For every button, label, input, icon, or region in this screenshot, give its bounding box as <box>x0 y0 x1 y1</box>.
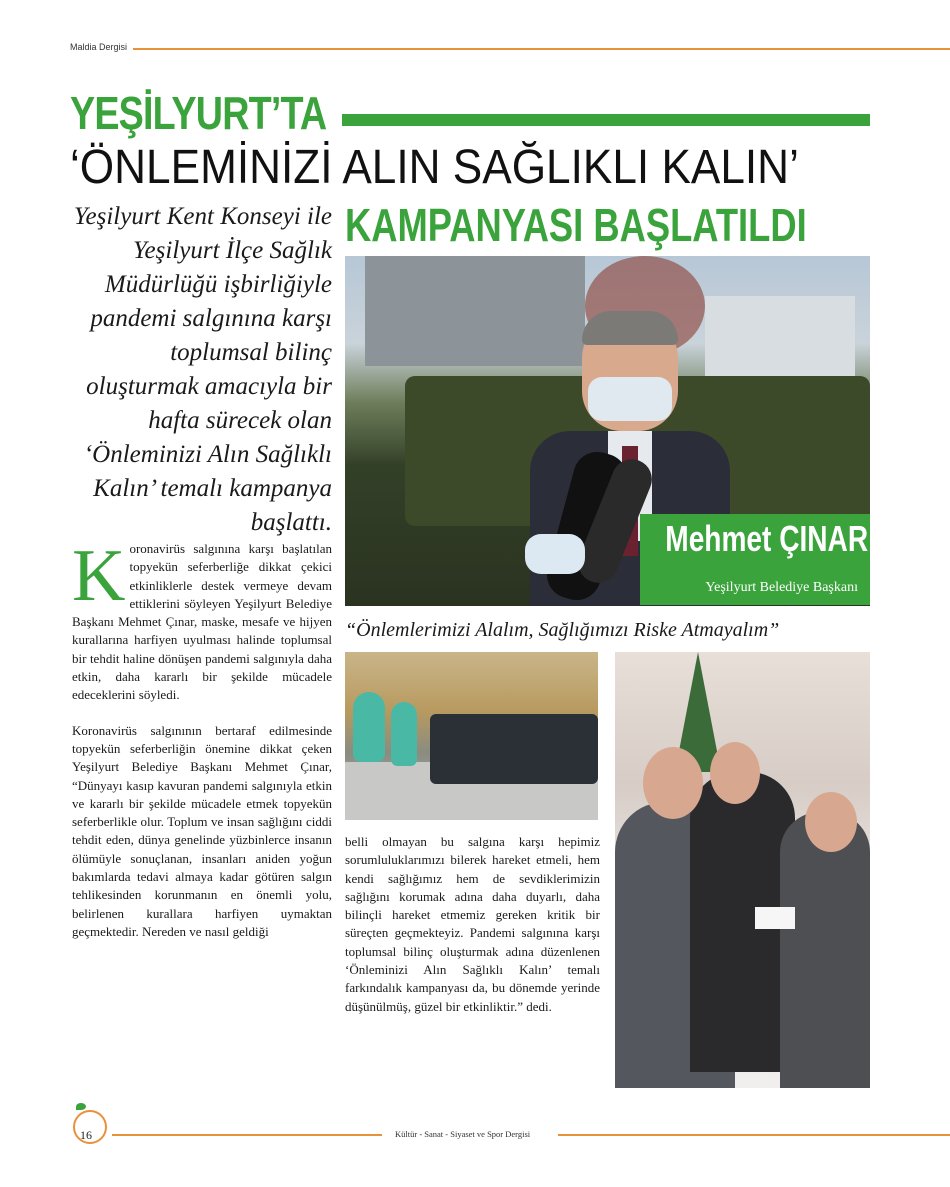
photo-face <box>805 792 857 852</box>
photo-child <box>780 812 870 1088</box>
photo-mayor-with-child <box>615 652 870 1088</box>
page-number: 16 <box>80 1128 92 1142</box>
body-paragraph-2: Koronavirüs salgınının bertaraf edilmesinde topyekün seferberliğin önemine dikkat çeken Yeşilyurt Belediye Başkanı Mehmet Çınar, “Dünyayı kasıp kavuran pandemi salgınıyla etkin ve kararlı bir şekilde mücadele etmek topyekün seferberlikle olur. Toplum ve insan sağlığını ciddi tehdit eden, dünya genelinde yüzbinlerce insanın ölümüyle sonuçlanan, insanları aniden yoğun bakımlarda tedavi almaya kadar götüren salgın tehlikesinden korunmanın en önemli yolu, belirlenen kurallara harfiyen uymaktan geçmektedir. Nereden ve nasıl geldiği <box>72 722 332 939</box>
photo-face <box>710 742 760 804</box>
title-accent-bar <box>342 114 870 126</box>
gloved-hand <box>525 534 585 574</box>
pull-quote: “Önlemlerimizi Alalım, Sağlığımızı Riske Atmayalım” <box>345 619 780 641</box>
title-line-2: ‘ÖNLEMİNİZİ ALIN SAĞLIKLI KALIN’ <box>70 141 799 194</box>
lead-paragraph: Yeşilyurt Kent Konseyi ile Yeşilyurt İlçe Sağlık Müdürlüğü işbirliğiyle pandemi salgınına karşı toplumsal bilinç oluşturmak amacıyla bir hafta sürecek olan ‘Önleminizi Alın Sağlıklı Kalın’ temalı kampanya başlattı. <box>73 203 332 536</box>
name-plate <box>640 514 870 605</box>
footer-rule-right <box>558 1134 950 1136</box>
mayor-hair <box>582 311 678 345</box>
virus-mascot <box>353 692 385 762</box>
photo-mascots-crowd <box>345 652 598 820</box>
footer-rule-left <box>112 1134 382 1136</box>
body-paragraph-1-text: oronavirüs salgınına karşı başlatılan topyekün seferberliğe dikkat çekici etkinliklerle destek vermeye devam ettiklerini söyleyen Yeşilyurt Belediye Başkanı Mehmet Çınar, maske, mesafe ve hijyen kurallarına harfiyen uyulması halinde toplumsal bir tehdit haline dönüşen pandemi salgınıyla daha etkin, daha kararlı bir şekilde mücadele edeceklerini söyledi. <box>72 541 332 703</box>
header-rule <box>133 48 950 50</box>
mayor-mask <box>588 377 672 421</box>
footer-tagline: Kültür - Sanat - Siyaset ve Spor Dergisi <box>395 1129 531 1139</box>
body-paragraph-3: belli olmayan bu salgına karşı hepimiz sorumluluklarımızı bilerek hareket etmeli, hem kendi sağlığımız hem de sevdiklerimizin sağlığını korumak adına daha duyarlı, daha bilinçli hareket etmemiz gereken kritik bir süreçten geçmekteyiz. Pandemi salgınına karşı toplumsal bilinç oluşturmak adına düzenlenen ‘Önleminizi Alın Sağlıklı Kalın’ temalı farkındalık kampanyası da, bu dönemde yerinde düşünülmüş, güzel bir etkinliktir.” dedi. <box>345 834 600 1014</box>
name-plate-name: Mehmet ÇINAR <box>665 518 869 559</box>
body-paragraph-1 <box>72 535 332 705</box>
magazine-name: Maldia Dergisi <box>70 42 128 52</box>
virus-mascot <box>391 702 417 766</box>
title-line-3: KAMPANYASI BAŞLATILDI <box>345 199 807 251</box>
leaf-icon <box>76 1103 86 1110</box>
drop-cap: K <box>72 535 126 617</box>
photo-face <box>643 747 703 819</box>
title-line-1: YEŞİLYURT’TA <box>70 87 327 139</box>
body-column-1 <box>72 535 332 958</box>
body-column-2 <box>345 833 600 1033</box>
name-plate-role: Yeşilyurt Belediye Başkanı <box>705 580 858 595</box>
handout-paper <box>755 907 795 929</box>
photo-crowd <box>430 714 598 784</box>
